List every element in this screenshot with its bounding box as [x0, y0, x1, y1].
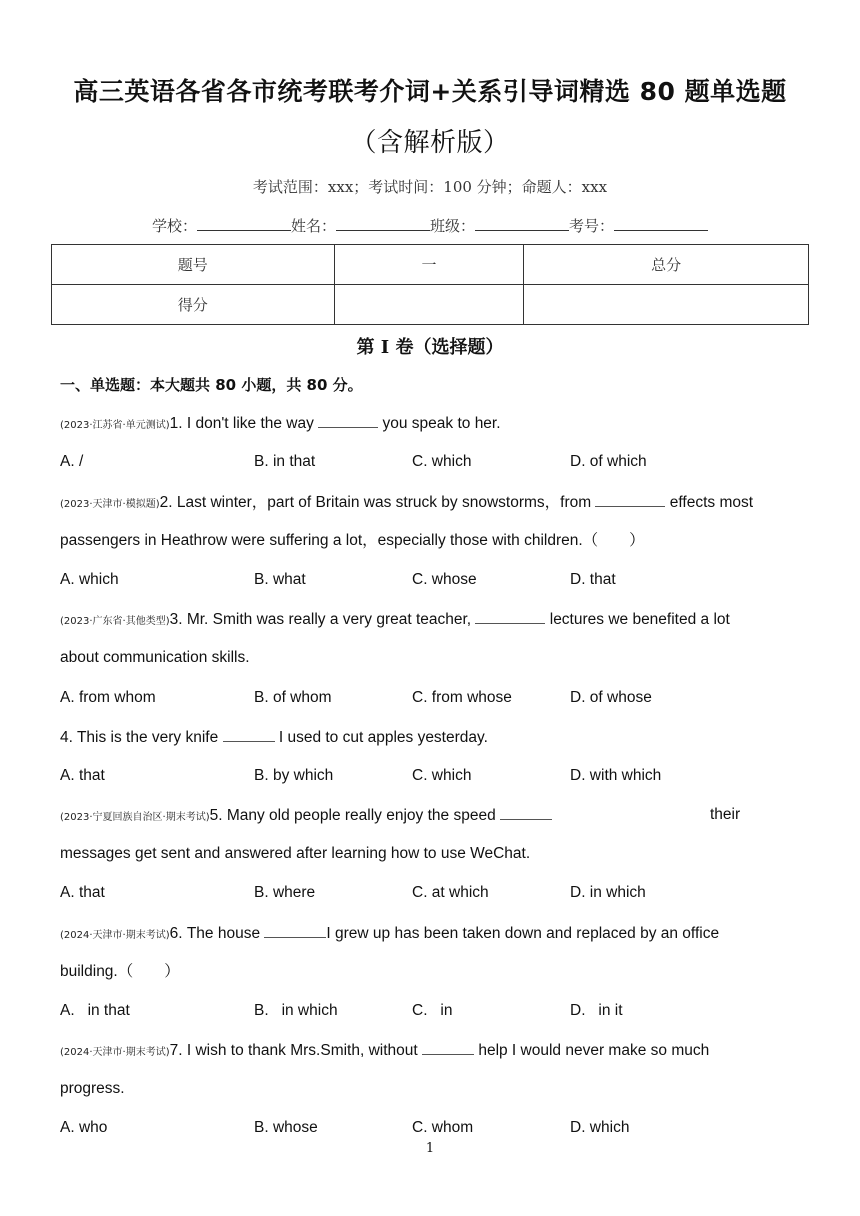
document-subtitle: （含解析版）: [350, 128, 510, 158]
table-cell: 题号: [52, 245, 335, 285]
name-blank: [336, 216, 430, 231]
question-text: effects most: [665, 494, 754, 511]
option-d: D. that: [570, 571, 616, 588]
question-7: [60, 1040, 800, 1063]
option-d: D. of whose: [570, 689, 652, 706]
table-cell: 总分: [524, 245, 809, 285]
answer-blank: [500, 805, 552, 820]
answer-blank: [318, 413, 378, 428]
option-d: D. with which: [570, 767, 662, 784]
question-text: 2. Last winter，part of Britain was struck by snowstorms，from: [159, 494, 596, 511]
option-d: D. in it: [570, 1002, 623, 1019]
question-4: [60, 727, 800, 748]
option-d: D. of which: [570, 453, 647, 470]
option-a: A. in that: [60, 1002, 130, 1019]
question-text: help I would never make so much: [474, 1042, 710, 1059]
option-d: D. which: [570, 1119, 630, 1136]
option-c: C. whom: [412, 1119, 474, 1136]
question-2: [60, 492, 800, 515]
school-blank: [197, 216, 291, 231]
exam-meta-line: 考试范围：xxx；考试时间：100 分钟；命题人：xxx: [252, 178, 608, 196]
table-cell: [334, 285, 524, 325]
school-label: 学校：: [151, 217, 197, 235]
part-title: 一、单选题：本大题共 80 小题，共 80 分。: [60, 376, 363, 394]
option-a: A. which: [60, 571, 119, 588]
option-b: B. of whom: [254, 689, 332, 706]
question-6: [60, 923, 800, 946]
table-cell: 一: [334, 245, 524, 285]
question-text: 5. Many old people really enjoy the speed: [209, 807, 500, 824]
option-c: C. in: [412, 1002, 453, 1019]
option-a: A. from whom: [60, 689, 156, 706]
name-label: 姓名：: [290, 217, 336, 235]
table-cell: [524, 285, 809, 325]
question-text: 3. Mr. Smith was really a very great teacher,: [169, 611, 476, 628]
option-a: A. that: [60, 767, 105, 784]
question-2-continuation: passengers in Heathrow were suffering a lot，especially those with children.（ ）: [60, 532, 645, 549]
question-text: you speak to her.: [378, 415, 501, 432]
question-text: 1. I don't like the way: [169, 415, 319, 432]
section-title: 第 I 卷（选择题）: [356, 337, 504, 358]
score-table-row: [52, 285, 809, 325]
option-b: B. in which: [254, 1002, 338, 1019]
option-b: B. by which: [254, 767, 334, 784]
option-a: A. who: [60, 1119, 108, 1136]
question-source: (2024·天津市·期末考试): [60, 930, 170, 941]
question-source: (2024·天津市·期末考试): [60, 1047, 170, 1058]
question-5: [60, 805, 800, 828]
answer-blank: [595, 492, 665, 507]
option-b: B. where: [254, 884, 316, 901]
option-c: C. which: [412, 767, 472, 784]
question-source: (2023·宁夏回族自治区·期末考试): [60, 812, 210, 823]
option-b: B. whose: [254, 1119, 318, 1136]
question-3: [60, 609, 800, 632]
question-text: I grew up has been taken down and replaced by an office: [326, 925, 720, 942]
option-a: A. that: [60, 884, 105, 901]
question-text: 7. I wish to thank Mrs.Smith, without: [169, 1042, 423, 1059]
page-number: 1: [425, 1141, 435, 1156]
question-3-continuation: about communication skills.: [60, 649, 250, 666]
student-info-line: [0, 215, 860, 236]
option-d: D. in which: [570, 884, 646, 901]
option-a: A. /: [60, 453, 84, 470]
answer-blank: [223, 727, 275, 742]
question-5-continuation: messages get sent and answered after learning how to use WeChat.: [60, 845, 531, 862]
option-b: B. in that: [254, 453, 316, 470]
question-1: [60, 413, 800, 436]
document-title: 高三英语各省各市统考联考介词+关系引导词精选 80 题单选题: [73, 77, 787, 106]
number-label: 考号：: [569, 217, 615, 235]
answer-blank: [264, 923, 326, 938]
table-cell: 得分: [52, 285, 335, 325]
option-c: C. whose: [412, 571, 477, 588]
question-text: lectures we benefited a lot: [545, 611, 730, 628]
option-c: C. at which: [412, 884, 489, 901]
option-b: B. what: [254, 571, 306, 588]
question-text: 6. The house: [169, 925, 265, 942]
question-source: (2023·天津市·模拟题): [60, 499, 160, 510]
question-7-continuation: progress.: [60, 1080, 125, 1097]
question-6-continuation: building.（ ）: [60, 963, 180, 980]
question-text: I used to cut apples yesterday.: [274, 729, 488, 746]
question-text: their: [710, 806, 741, 823]
option-c: C. from whose: [412, 689, 512, 706]
class-label: 班级：: [430, 217, 476, 235]
answer-blank: [475, 609, 545, 624]
number-blank: [614, 216, 708, 231]
option-c: C. which: [412, 453, 472, 470]
class-blank: [475, 216, 569, 231]
question-source: (2023·广东省·其他类型): [60, 616, 170, 627]
score-table-header-row: [52, 245, 809, 285]
question-source: (2023·江苏省·单元测试): [60, 420, 170, 431]
question-text: 4. This is the very knife: [60, 729, 223, 746]
answer-blank: [422, 1040, 474, 1055]
score-table: [51, 244, 809, 325]
